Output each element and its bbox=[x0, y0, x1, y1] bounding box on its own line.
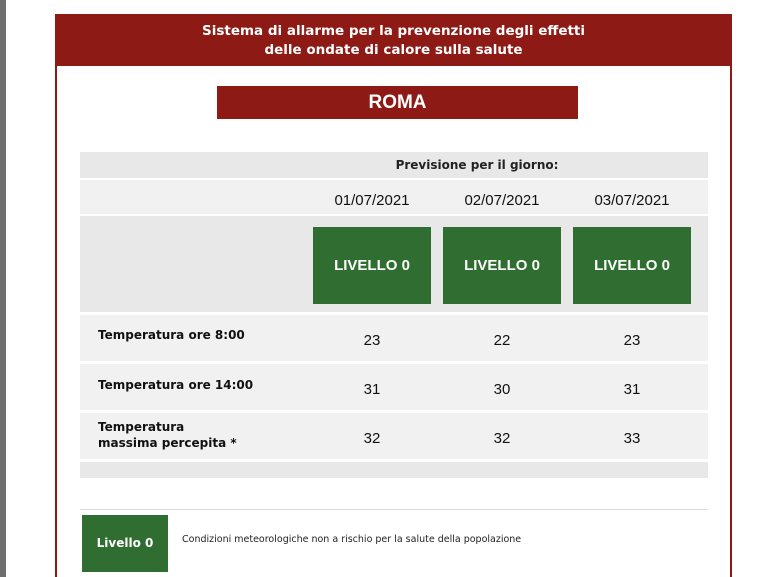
cell-perceived-day-3: 33 bbox=[623, 430, 641, 447]
level-badge-day-3: LIVELLO 0 bbox=[573, 227, 691, 304]
forecast-heading: Previsione per il giorno: bbox=[395, 158, 559, 172]
cell-temp-8-day-1: 23 bbox=[363, 332, 381, 349]
row-label-temp-8: Temperatura ore 8:00 bbox=[98, 328, 245, 342]
legend-divider bbox=[80, 509, 708, 510]
levels-row bbox=[80, 216, 708, 312]
header-title-line2: delle ondate di calore sulla salute bbox=[264, 42, 523, 58]
cell-temp-8-day-2: 22 bbox=[493, 332, 511, 349]
date-day-2: 02/07/2021 bbox=[464, 192, 540, 209]
bulletin-panel bbox=[55, 14, 732, 577]
header-title-line1: Sistema di allarme per la prevenzione degli effetti bbox=[201, 23, 586, 39]
cell-perceived-day-1: 32 bbox=[363, 430, 381, 447]
legend-description: Condizioni meteorologiche non a rischio per la salute della popolazione bbox=[182, 534, 522, 545]
dates-row bbox=[80, 180, 708, 214]
cell-temp-8-day-3: 23 bbox=[623, 332, 641, 349]
table-row bbox=[80, 364, 708, 410]
row-label-perceived-max: Temperatura massima percepita * bbox=[98, 420, 237, 450]
table-footer-band bbox=[80, 462, 708, 478]
cell-perceived-day-2: 32 bbox=[493, 430, 511, 447]
row-label-temp-14: Temperatura ore 14:00 bbox=[98, 378, 254, 392]
table-row bbox=[80, 315, 708, 361]
date-day-3: 03/07/2021 bbox=[594, 192, 670, 209]
date-day-1: 01/07/2021 bbox=[334, 192, 410, 209]
forecast-heading-row bbox=[80, 152, 708, 178]
cell-temp-14-day-1: 31 bbox=[363, 381, 381, 398]
cell-temp-14-day-3: 31 bbox=[623, 381, 641, 398]
page-header bbox=[57, 16, 730, 66]
legend-level-badge: Livello 0 bbox=[82, 515, 168, 572]
window-edge bbox=[0, 0, 6, 577]
city-title: ROMA bbox=[217, 86, 578, 119]
table-row bbox=[80, 413, 708, 459]
level-badge-day-1: LIVELLO 0 bbox=[313, 227, 431, 304]
cell-temp-14-day-2: 30 bbox=[493, 381, 511, 398]
level-badge-day-2: LIVELLO 0 bbox=[443, 227, 561, 304]
